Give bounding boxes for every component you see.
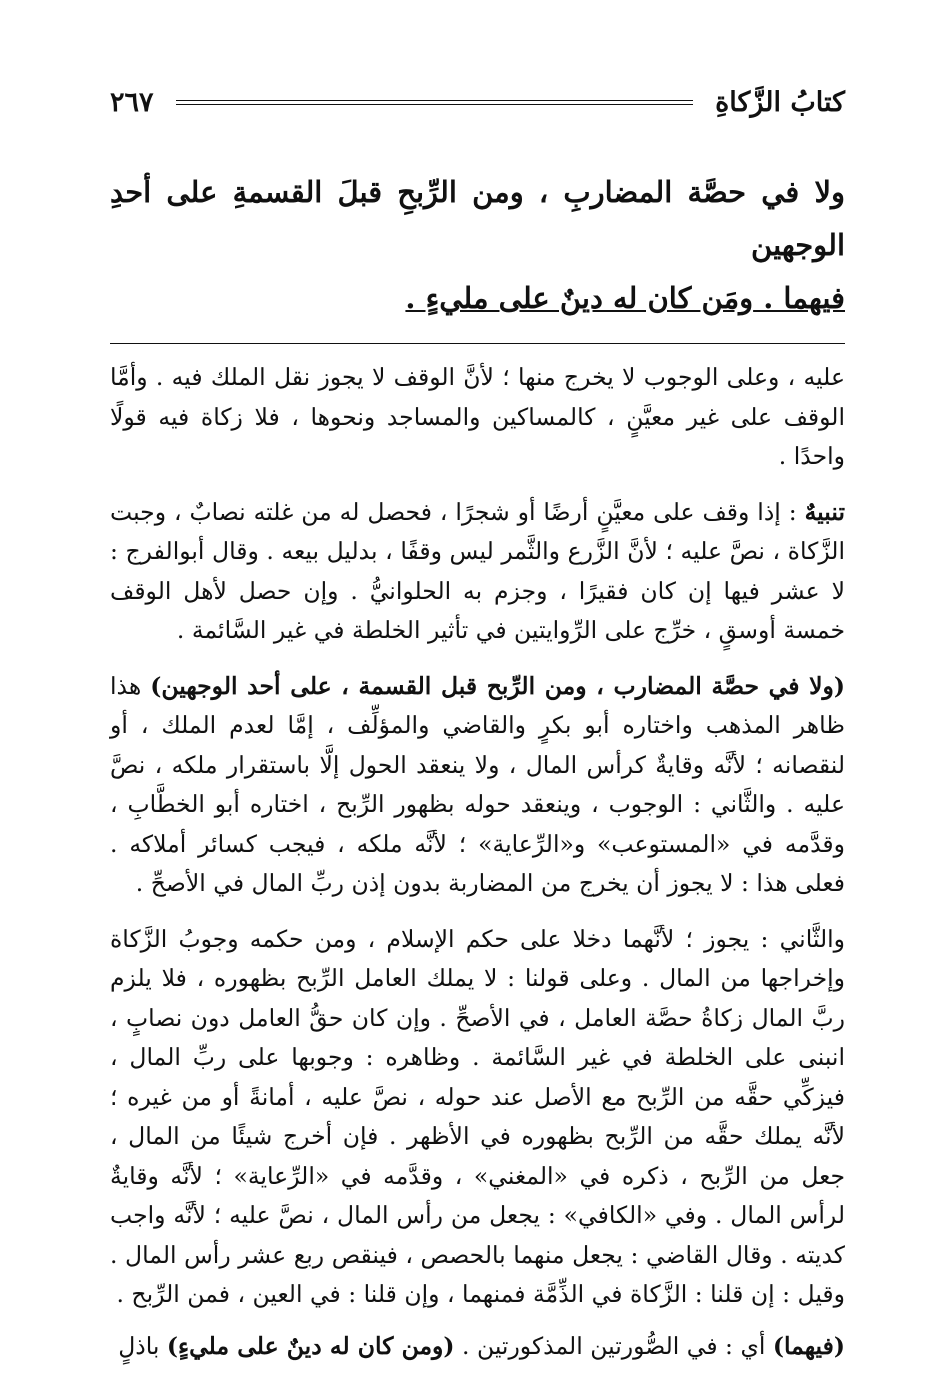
- note-text: : إذا وقف على معيَّنٍ أرضًا أو شجرًا ، فحصل له من غلته نصابٌ ، وجبت الزَّكاة ، نصَّ عليه ؛ لأنَّ الزَّرع والثَّمر ليس وقفًا ، بدليل بيعه . وقال أبوالفرج : لا عشر فيها إن كان فقيرًا ، وجزم به الحلوانيُّ . وإن حصل لأهل الوقف خمسة أوسقٍ ، خرِّج على الرِّوايتين في تأثير الخلطة في غير السَّائمة .: [110, 497, 845, 644]
- commentary-paragraph-5: [110, 1327, 845, 1367]
- commentary-text-3: هذا ظاهر المذهب واختاره أبو بكرٍ والقاضي والمؤلِّف ، إمَّا لعدم الملك ، أو لنقصانه ؛ لأنَّه وقايةٌ كرأس المال ، ولا ينعقد الحول إلَّا باستقرار ملكه ، نصَّ عليه . والثَّاني : الوجوب ، وينعقد حوله بظهور الرِّبح ، اختاره أبو الخطَّابِ ، وقدَّمه في «المستوعب» و«الرِّعاية» ؛ لأنَّه ملكه ، فيجب كسائر أملاكه . فعلى هذا : لا يجوز أن يخرج من المضاربة بدون إذن ربِّ المال في الأصحِّ .: [110, 671, 845, 897]
- commentary-paragraph-4: والثَّاني : يجوز ؛ لأنَّهما دخلا على حكم الإسلام ، ومن حكمه وجوبُ الزَّكاة وإخراجها من المال . وعلى قولنا : لا يملك العامل الرِّبح بظهوره ، فلا يلزم ربَّ المال زكاةُ حصَّة العامل ، في الأصحِّ . وإن كان حقُّ العامل دون نصابٍ ، انبنى على الخلطة في غير السَّائمة . وظاهره : وجوبها على ربِّ المال ، فيزكِّي حقَّه من الرِّبح مع الأصل عند حوله ، نصَّ عليه ، أمانةً أو من غيره ؛ لأنَّه يملك حقَّه من الرِّبح بظهوره في الأظهر . فإن أخرج شيئًا من المال ، جعل من الرِّبح ، ذكره في «المغني» ، وقدَّمه في «الرِّعاية» ؛ لأنَّه وقايةٌ لرأس المال . وفي «الكافي» : يجعل من رأس المال ، نصَّ عليه ؛ لأنَّه واجب كديته . وقال القاضي : يجعل منهما بالحصص ، فينقص ربع عشر رأس المال . وقيل : إن قلنا : الزَّكاة في الذِّمَّة فمنهما ، وإن قلنا : في العين ، فمن الرِّبح .: [110, 924, 845, 1308]
- matn-line-1: ولا في حصَّة المضاربِ ، ومن الرِّبحِ قبلَ القسمةِ على أحدِ الوجهين: [110, 175, 845, 262]
- chapter-title: كتابُ الزَّكاةِ: [715, 86, 845, 118]
- matn-line-2b: ومَن كان له دينٌ على مليءٍ .: [405, 281, 754, 315]
- commentary-text-5b: باذلٍ: [118, 1331, 167, 1360]
- header-rule: [176, 100, 694, 105]
- page-number: ٢٦٧: [110, 86, 154, 118]
- matn-line-2a: فيهما .: [753, 281, 845, 315]
- matn-line-2: [110, 272, 845, 325]
- matn-quote-1: (ولا في حصَّة المضارب ، ومن الرِّبح قبل القسمة ، على أحد الوجهين): [150, 671, 845, 700]
- matn-quote-3: (ومن كان له دينٌ على مليءٍ): [166, 1331, 455, 1360]
- matn-quote-2: (فيهما): [772, 1331, 845, 1360]
- commentary-text-5a: أي : في الصُّورتين المذكورتين .: [454, 1331, 773, 1360]
- commentary-paragraph-1: عليه ، وعلى الوجوب لا يخرج منها ؛ لأنَّ الوقف لا يجوز نقل الملك فيه . وأمَّا الوقف على غير معيَّنٍ ، كالمساكين والمساجد ونحوها ، فلا زكاة فيه قولًا واحدًا .: [110, 363, 845, 470]
- note-label: تنبيهٌ: [804, 497, 845, 526]
- commentary-paragraph-3: [110, 667, 845, 904]
- commentary-paragraph-2: [110, 493, 845, 651]
- matn-text: [110, 166, 845, 325]
- page: [110, 82, 845, 1382]
- matn-separator: [110, 343, 845, 344]
- running-header: [110, 82, 845, 122]
